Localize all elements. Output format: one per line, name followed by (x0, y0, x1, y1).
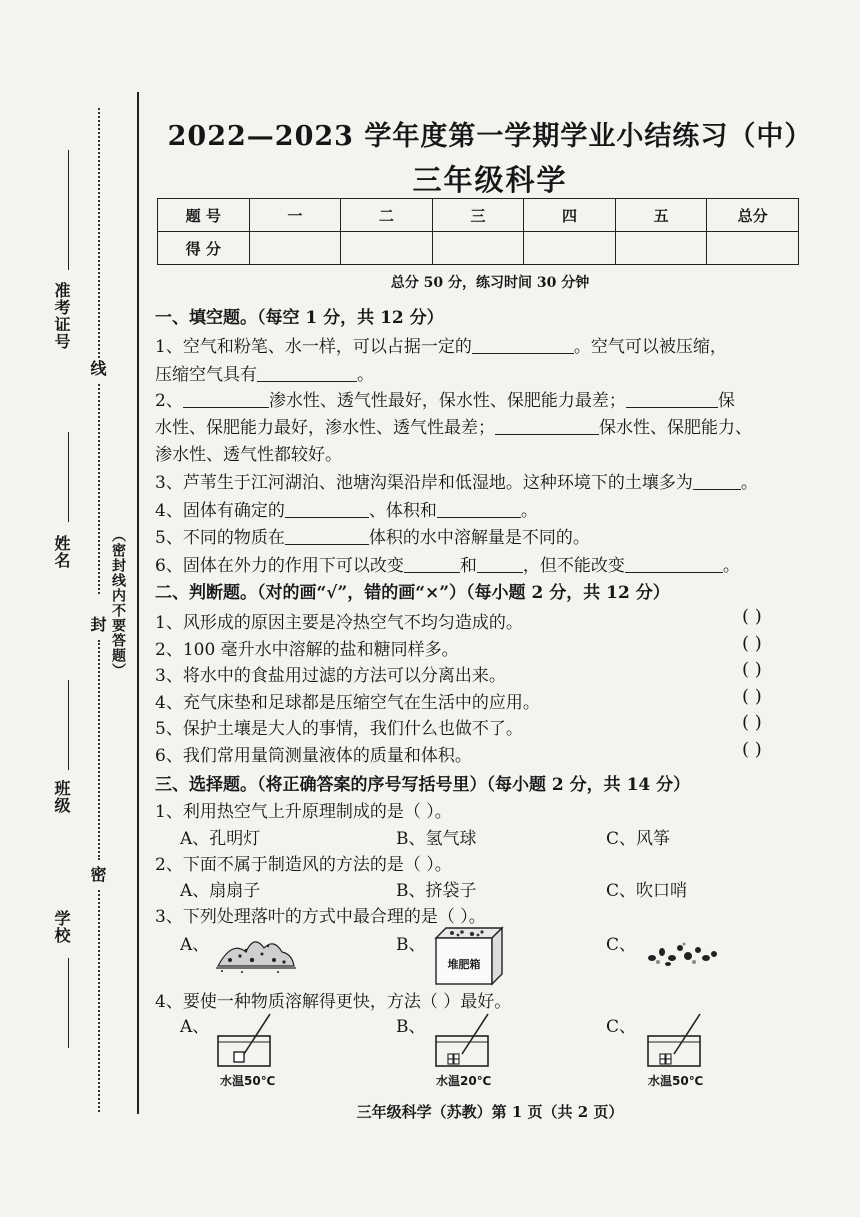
score-header-cell: 题 号 (158, 199, 250, 232)
fill-question-2-cont (155, 413, 815, 438)
name-underline (68, 432, 69, 522)
fill-question-2-cont2 (155, 440, 815, 465)
q6-text-c: ，但不能改变 (522, 556, 625, 576)
section3-heading: 三、选择题。（将正确答案的序号写括号里）（每小题 2 分，共 14 分） (155, 775, 691, 795)
seal-dotted-line-mid1 (98, 384, 100, 594)
fill-question-3 (155, 468, 815, 493)
option-a[interactable]: A、 (180, 1017, 210, 1037)
score-header-cell: 三 (432, 199, 524, 232)
answer-parentheses[interactable]: ( ) (742, 606, 762, 627)
exam-title: 2022—2023 学年度第一学期学业小结练习（中） (167, 121, 813, 152)
q3-text-a: 3、芦苇生于江河湖泊、池塘沟渠沿岸和低湿地。这种环境下的土壤多为 (155, 473, 693, 493)
score-cell[interactable] (432, 232, 524, 265)
option-b[interactable]: B、 (396, 935, 426, 955)
q2-text-a: 2、 (155, 391, 183, 411)
exam-no-underline (68, 150, 69, 270)
q2-text-b: 渗水性、透气性最好，保水性、保肥能力最差； (268, 391, 626, 411)
q6-text-a: 6、固体在外力的作用下可以改变 (155, 556, 404, 576)
judge-question: 6、我们常用量筒测量液体的质量和体积。 (155, 746, 472, 766)
judge-question: 1、风形成的原因主要是冷热空气不均匀造成的。 (155, 613, 523, 633)
choice-question-1: 1、利用热空气上升原理制成的是（ ）。 (155, 802, 452, 822)
fill-question-1-cont (155, 360, 815, 385)
q4-text-c: 。 (520, 501, 538, 521)
option-a[interactable]: A、孔明灯 (180, 829, 261, 849)
binding-rule (137, 92, 139, 1114)
answer-blank[interactable] (183, 391, 269, 408)
school-underline (68, 958, 69, 1048)
q1-text-d: 。 (357, 365, 374, 385)
answer-blank[interactable] (626, 391, 718, 408)
answer-blank[interactable] (625, 556, 723, 573)
answer-blank[interactable] (285, 528, 369, 545)
compost-box-icon (432, 924, 504, 986)
option-a[interactable]: A、扇扇子 (180, 881, 261, 901)
class-label: 班级 (52, 780, 71, 814)
compost-box-label: 堆肥箱 (447, 958, 481, 971)
q6-text-b: 和 (459, 556, 477, 576)
beaker-lump-stirring-icon (214, 1012, 278, 1070)
answer-blank[interactable] (285, 501, 369, 518)
score-header-cell: 五 (615, 199, 707, 232)
judge-question: 2、100 毫升水中溶解的盐和糖同样多。 (155, 640, 459, 660)
class-underline (68, 680, 69, 770)
answer-parentheses[interactable]: ( ) (742, 739, 762, 760)
exam-note: 总分 50 分，练习时间 30 分钟 (390, 275, 590, 291)
q3-text-b: 。 (740, 473, 758, 493)
choice-question-3: 3、下列处理落叶的方式中最合理的是（ ）。 (155, 907, 486, 927)
answer-blank[interactable] (257, 365, 357, 382)
line-char: 线 (88, 360, 107, 377)
score-cell[interactable] (615, 232, 707, 265)
answer-parentheses[interactable]: ( ) (742, 686, 762, 707)
scattered-leaves-icon (644, 936, 720, 970)
option-c[interactable]: C、吹口哨 (606, 881, 688, 901)
judge-question: 4、充气床垫和足球都是压缩空气在生活中的应用。 (155, 693, 540, 713)
fill-question-2 (155, 386, 815, 411)
water-temp-label-a: 水温50℃ (220, 1074, 276, 1088)
section1-heading: 一、填空题。（每空 1 分，共 12 分） (155, 308, 444, 328)
answer-blank[interactable] (437, 501, 521, 518)
q1-text-a: 1、空气和粉笔、水一样，可以占据一定的 (155, 337, 472, 357)
q2-text-f: 渗水性、透气性都较好。 (155, 445, 342, 465)
seal-dotted-line-mid2 (98, 640, 100, 860)
score-header-cell: 总分 (707, 199, 799, 232)
water-temp-label-c: 水温50℃ (648, 1074, 704, 1088)
score-cell[interactable] (524, 232, 616, 265)
q4-text-b: 、体积和 (368, 501, 437, 521)
score-table (157, 198, 799, 265)
answer-parentheses[interactable]: ( ) (742, 712, 762, 733)
q5-text-b: 体积的水中溶解量是不同的。 (368, 528, 590, 548)
answer-blank[interactable] (693, 473, 741, 490)
fill-question-5 (155, 523, 815, 548)
q5-text-a: 5、不同的物质在 (155, 528, 285, 548)
answer-blank[interactable] (472, 337, 574, 354)
seal-char: 封 (88, 616, 107, 633)
option-c[interactable]: C、 (606, 935, 637, 955)
fill-question-1 (155, 332, 815, 357)
q1-text-c: 压缩空气具有 (155, 365, 257, 385)
beaker-small-cubes-stirring-icon (432, 1012, 496, 1070)
score-row-label: 得 分 (158, 232, 250, 265)
option-a[interactable]: A、 (180, 935, 210, 955)
exam-subtitle: 三年级科学 (412, 163, 568, 197)
answer-blank[interactable] (495, 418, 599, 435)
beaker-small-cubes-hot-icon (644, 1012, 708, 1070)
judge-question: 3、将水中的食盐用过滤的方法可以分离出来。 (155, 666, 506, 686)
option-c[interactable]: C、 (606, 1017, 637, 1037)
seal-dotted-line-top (98, 108, 100, 358)
score-cell[interactable] (249, 232, 341, 265)
answer-parentheses[interactable]: ( ) (742, 633, 762, 654)
page-footer: 三年级科学（苏教）第 1 页（共 2 页） (356, 1103, 624, 1121)
fill-question-4 (155, 496, 815, 521)
score-header-cell: 四 (524, 199, 616, 232)
burning-leaves-icon (212, 930, 298, 974)
option-b[interactable]: B、挤袋子 (396, 881, 477, 901)
exam-no-label: 准考证号 (52, 282, 71, 350)
q1-text-b: 。空气可以被压缩， (573, 337, 727, 357)
name-label: 姓名 (52, 535, 71, 569)
option-c[interactable]: C、风筝 (606, 829, 671, 849)
score-header-cell: 二 (341, 199, 433, 232)
school-label: 学校 (52, 910, 71, 944)
secret-char: 密 (88, 866, 107, 883)
choice-question-2: 2、下面不属于制造风的方法的是（ ）。 (155, 855, 452, 875)
seal-note: （密封线内不要答题） (110, 528, 126, 678)
score-table-header-row (158, 199, 799, 232)
answer-blank[interactable] (404, 556, 460, 573)
q2-text-e: 保水性、保肥能力、 (599, 418, 752, 438)
choice-question-4: 4、要使一种物质溶解得更快，方法（ ）最好。 (155, 992, 512, 1012)
section2-heading: 二、判断题。（对的画“√”，错的画“×”）（每小题 2 分，共 12 分） (155, 583, 670, 603)
seal-dotted-line-bottom (98, 890, 100, 1112)
score-cell[interactable] (707, 232, 799, 265)
score-table-score-row (158, 232, 799, 265)
q2-text-d: 水性、保肥能力最好，渗水性、透气性最差； (155, 418, 495, 438)
answer-blank[interactable] (477, 556, 523, 573)
score-header-cell: 一 (249, 199, 341, 232)
answer-parentheses[interactable]: ( ) (742, 659, 762, 680)
q2-text-c: 保 (717, 391, 735, 411)
judge-question: 5、保护土壤是大人的事情，我们什么也做不了。 (155, 719, 523, 739)
option-b[interactable]: B、氢气球 (396, 829, 477, 849)
q4-text-a: 4、固体有确定的 (155, 501, 285, 521)
score-cell[interactable] (341, 232, 433, 265)
option-b[interactable]: B、 (396, 1017, 426, 1037)
q6-text-d: 。 (722, 556, 740, 576)
fill-question-6 (155, 551, 815, 576)
water-temp-label-b: 水温20℃ (436, 1074, 492, 1088)
